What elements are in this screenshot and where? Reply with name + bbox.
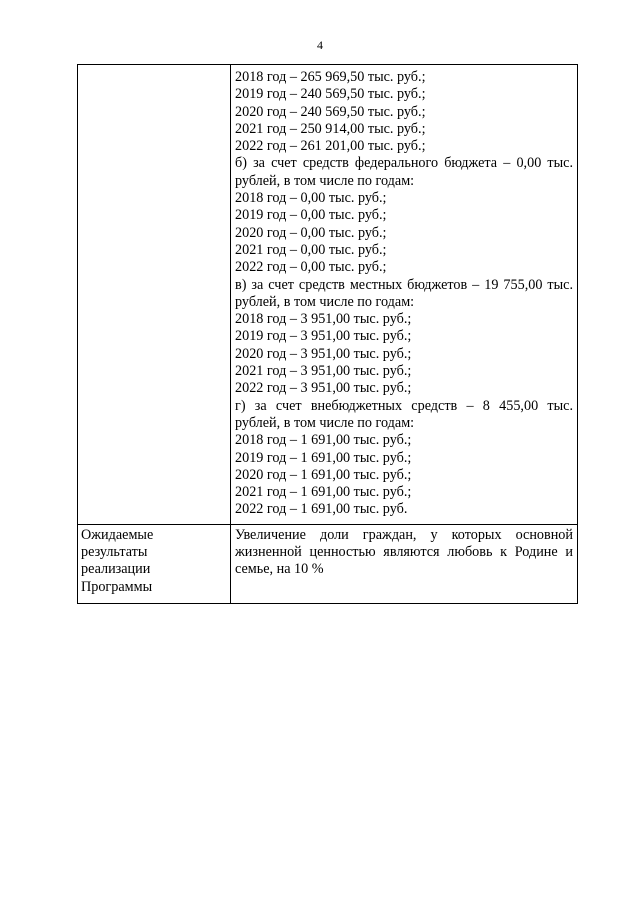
funding-line: рублей, в том числе по годам: bbox=[235, 172, 415, 189]
expected-results-label-cell bbox=[78, 524, 231, 603]
expected-results-text: Увеличение доли граждан, у которых основной жизненной ценностью являются любовь к Родине и семье, на 10 % bbox=[235, 526, 573, 578]
expected-results-label-line: Программы bbox=[81, 578, 153, 595]
funding-line: 2018 год – 1 691,00 тыс. руб.; bbox=[235, 432, 412, 449]
funding-line: рублей, в том числе по годам: bbox=[235, 414, 415, 431]
funding-line: в) за счет средств местных бюджетов – 19 755,00 тыс. bbox=[235, 276, 573, 293]
funding-line: 2018 год – 265 969,50 тыс. руб.; bbox=[235, 69, 426, 85]
funding-line: г) за счет внебюджетных средств – 8 455,00 тыс. bbox=[235, 397, 573, 414]
funding-line: 2022 год – 261 201,00 тыс. руб.; bbox=[235, 138, 426, 155]
funding-line: 2022 год – 0,00 тыс. руб.; bbox=[235, 259, 387, 276]
funding-line: б) за счет средств федерального бюджета – 0,00 тыс. bbox=[235, 155, 573, 172]
funding-line: 2019 год – 1 691,00 тыс. руб.; bbox=[235, 449, 412, 466]
funding-line: 2021 год – 0,00 тыс. руб.; bbox=[235, 241, 387, 258]
program-passport-table bbox=[77, 64, 578, 604]
table-row-funding bbox=[78, 65, 578, 525]
expected-results-label-line: Ожидаемые bbox=[81, 526, 154, 543]
funding-label-cell bbox=[78, 65, 231, 525]
expected-results-text-cell bbox=[231, 524, 578, 603]
funding-details-cell bbox=[231, 65, 578, 525]
table-row-expected-results bbox=[78, 524, 578, 603]
funding-line: 2019 год – 0,00 тыс. руб.; bbox=[235, 207, 387, 224]
funding-line: 2019 год – 240 569,50 тыс. руб.; bbox=[235, 86, 426, 103]
funding-line: 2021 год – 1 691,00 тыс. руб.; bbox=[235, 484, 412, 501]
funding-line: 2020 год – 240 569,50 тыс. руб.; bbox=[235, 103, 426, 120]
funding-line: 2021 год – 3 951,00 тыс. руб.; bbox=[235, 363, 412, 380]
funding-line: 2020 год – 1 691,00 тыс. руб.; bbox=[235, 466, 412, 483]
funding-line: 2019 год – 3 951,00 тыс. руб.; bbox=[235, 328, 412, 345]
funding-line: 2020 год – 0,00 тыс. руб.; bbox=[235, 224, 387, 241]
funding-line: 2018 год – 3 951,00 тыс. руб.; bbox=[235, 311, 412, 328]
expected-results-label-line: реализации bbox=[81, 561, 151, 578]
funding-line: 2022 год – 1 691,00 тыс. руб. bbox=[235, 501, 408, 518]
page-number: 4 bbox=[317, 38, 323, 52]
expected-results-label-line: результаты bbox=[81, 544, 148, 561]
funding-line: 2022 год – 3 951,00 тыс. руб.; bbox=[235, 380, 412, 397]
funding-line: 2018 год – 0,00 тыс. руб.; bbox=[235, 190, 387, 207]
funding-line: 2021 год – 250 914,00 тыс. руб.; bbox=[235, 120, 426, 137]
funding-line: 2020 год – 3 951,00 тыс. руб.; bbox=[235, 345, 412, 362]
funding-line: рублей, в том числе по годам: bbox=[235, 293, 415, 310]
